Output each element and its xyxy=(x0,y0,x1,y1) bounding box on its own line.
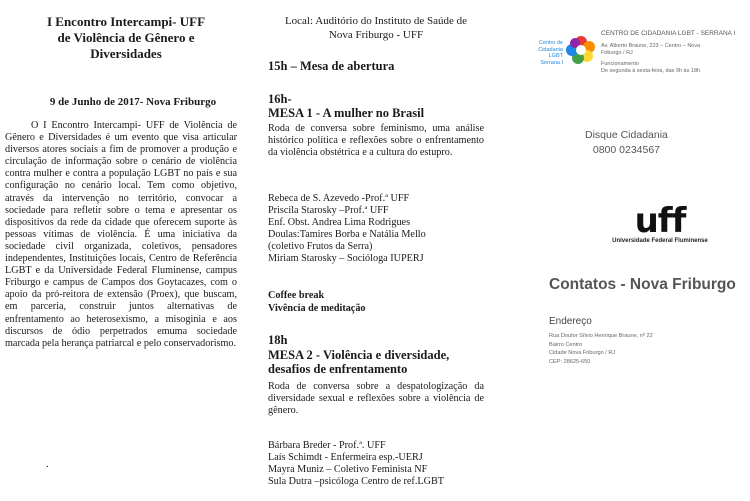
speaker: Priscila Starosky –Prof.ª UFF xyxy=(268,205,389,216)
address: Rua Doutor Sílvio Henrique Braune, nº 22 Bairro Centro Cidade Nova Friburgo / RJ CEP: 28625-650 xyxy=(549,333,653,365)
speaker: Doulas:Tamires Borba e Natália Mello xyxy=(268,229,426,240)
speaker: Sula Dutra –psicóloga Centro de ref.LGBT xyxy=(268,476,444,487)
coffee-break: Coffee break xyxy=(268,290,325,301)
speaker: Rebeca de S. Azevedo -Prof.ª UFF xyxy=(268,193,410,204)
intro-paragraph: O I Encontro Intercampi- UFF de Violência de Gênero e Diversidades é um evento que visa articular diversos atores sociais a fim de promover a produção e circulação de informação sobre o cenário de violência contra mulher e contra a população LGBT no país e sua configuração no cenário local. Tem como objetivo, através da intervenção no território, convocar a sociedade para refletir sobre o tema e apresentar os dispositivos da rede da cidade que oferecem suporte às pessoas vítimas de violência. É uma iniciativa da sociedade civil organizada, coletivos, pensadores independentes, Instituições locais, Centro de Referência LGBT e da Universidade Federal Fluminense, campus Friburgo e campus de Campos dos Goytacazes, com o apoio da pró-reitora de extensão (Proex), que buscam, em parceria, construir juntos alternativas de enfrentamento ao heterosexismo, a misoginia e aos discursos de ódio perpetrados emuma sociedade marcada pela herança patriarcal e pelo conservadorismo. xyxy=(5,120,237,349)
speaker: (coletivo Frutos da Serra) xyxy=(268,241,373,252)
uff-name: Universidade Federal Fluminense xyxy=(612,238,708,244)
address-heading: Endereço xyxy=(549,316,592,327)
mesa1-speakers xyxy=(268,193,484,265)
event-title: I Encontro Intercampi- UFF de Violência de Gênero e Diversidades xyxy=(46,14,206,61)
hotline-phone: 0800 0234567 xyxy=(592,144,661,156)
mesa1-description: Roda de conversa sobre feminismo, uma análise histórico política e reflexões sobre o enfrentamento da violência obstétrica e a cultura do estupro. xyxy=(268,123,484,158)
mesa1-title: MESA 1 - A mulher no Brasil xyxy=(268,106,425,120)
mesa2-title: MESA 2 - Violência e diversidade, desafios de enfrentamento xyxy=(268,348,450,376)
hotline-label: Disque Cidadania xyxy=(585,129,668,141)
time-18h: 18h xyxy=(268,333,288,347)
uff-wordmark: uff xyxy=(634,201,686,241)
speaker: Enf. Obst. Andrea Lima Rodrigues xyxy=(268,217,411,228)
meditation: Vivência de meditação xyxy=(268,303,366,314)
rainbow-flower-icon xyxy=(566,35,596,65)
speaker: Bárbara Breder - Prof.ª. UFF xyxy=(268,440,386,451)
hotline xyxy=(585,128,668,158)
speaker: Miriam Starosky – Socióloga IUPERJ xyxy=(268,253,424,264)
speaker: Laís Schimdt - Enfermeira esp.-UERJ xyxy=(268,452,423,463)
mesa2-description: Roda de conversa sobre a despatologização da diversidade sexual e reflexões sobre a violência de gênero. xyxy=(268,381,484,416)
logo-text: Centro de Cidadania LGBT Serrana I xyxy=(538,40,563,66)
center-info: CENTRO DE CIDADANIA LGBT - SERRANA I Av. Alberto Braune, 223 – Centro – Nova Friburgo / RJ Funcionamento De segunda à sexta-feira, das 9h às 18h xyxy=(601,30,736,74)
mesa2-speakers xyxy=(268,440,484,488)
time-16h: 16h- xyxy=(268,92,292,106)
event-location: Local: Auditório do Instituto de Saúde de Nova Friburgo - UFF xyxy=(284,15,468,41)
contacts-column xyxy=(505,0,750,501)
uff-logo xyxy=(605,201,715,244)
speaker: Mayra Muniz – Coletivo Feminista NF xyxy=(268,464,428,475)
opening-session: 15h – Mesa de abertura xyxy=(268,59,395,73)
contacts-heading: Contatos - Nova Friburgo xyxy=(549,276,736,293)
stray-dot: . xyxy=(46,458,49,470)
event-date: 9 de Junho de 2017- Nova Friburgo xyxy=(49,96,217,108)
lgbt-center-logo xyxy=(535,30,605,78)
